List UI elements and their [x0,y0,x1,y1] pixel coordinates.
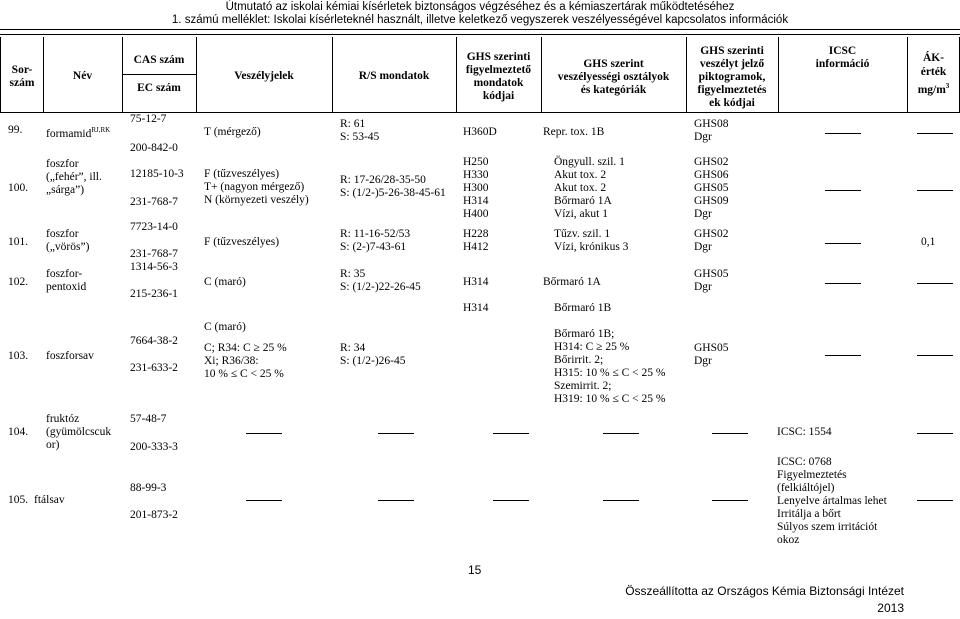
hazard-symbols: F (tűzveszélyes) [204,236,280,248]
col-sorszam-header: Sor- szám [9,64,35,89]
substance-name: formamid$^{RJ,RK}$ [46,126,111,140]
cas-number: 57-48-7 [130,413,167,425]
cas-number: 7723-14-0 [130,221,178,233]
empty-dash [493,500,529,501]
ghs-pictograms: GHS05 Dgr [694,268,729,293]
hazard-classes: Bőrmaró 1B Bőrmaró 1B; H314: C ≥ 25 % Bőrirrit. 2; H315: 10 % ≤ C < 25 % Szemirrit. 2; H319: 10 % ≤ C < 25 % [554,302,666,405]
col-ghs-pikt-header: GHS szerinti veszélyt jelző piktogramok, figyelmeztetés ek kódjai [697,45,767,109]
h-statements: H228 H412 [463,228,489,253]
substance-name: fruktóz (gyümölcscuk or) [46,413,112,451]
col-cas-header: CAS szám [133,54,185,66]
ak-empty [917,355,953,356]
ec-number: 231-768-7 [130,248,178,260]
empty-dash [378,433,414,434]
ak-empty [917,283,953,284]
icsc-empty [825,355,861,356]
icsc-empty [825,133,861,134]
col-nev-header: Név [72,70,93,82]
rs-phrases: R: 61 S: 53-45 [340,118,380,143]
ec-number: 200-842-0 [130,142,178,154]
substance-name: foszforsav [46,350,94,362]
hazard-classes: Tűzv. szil. 1 Vízi, krónikus 3 [554,228,629,253]
ghs-pictograms: GHS08 Dgr [694,118,729,143]
substance-name: foszfor („vörös”) [46,228,90,253]
col-ec-header: EC szám [137,82,181,94]
hazard-classes: Öngyull. szil. 1 Akut tox. 2 Akut tox. 2 Bőrmaró 1A Vízi, akut 1 [554,156,625,220]
row-number: 103. [8,350,29,362]
empty-dash [603,433,639,434]
empty-dash [246,433,282,434]
empty-dash [712,500,748,501]
header-rule-bottom [0,34,960,35]
row-number: 104. [8,426,29,438]
hazard-classes: Bőrmaró 1A [543,276,601,288]
empty-dash [603,500,639,501]
header-border [0,37,1,112]
row-number: 105. [8,494,29,506]
cas-number: 75-12-7 [130,113,167,125]
header-rule-top [0,29,960,30]
ghs-pictograms: GHS02 GHS06 GHS05 GHS09 Dgr [694,156,729,220]
empty-dash [712,433,748,434]
hazard-symbols: C (maró) [204,276,246,288]
col-icsc-header: ICSC információ [815,45,870,70]
cas-number: 88-99-3 [130,482,167,494]
col-ak-header: ÁK- érték $mg/m^3$ [917,52,950,96]
ec-number: 215-236-1 [130,288,178,300]
icsc-empty [825,243,861,244]
hazard-symbols: C (maró) C; R34: C ≥ 25 % Xi; R36/38: 10 % ≤ C < 25 % [204,321,287,380]
rs-phrases: R: 17-26/28-35-50 S: (1/2-)5-26-38-45-61 [340,174,446,199]
ghs-pictograms: GHS02 Dgr [694,228,729,253]
row-number: 102. [8,276,29,288]
icsc-empty [825,190,861,191]
footer: Összeállította az Országos Kémia Biztonsági Intézet 2013 [625,584,904,615]
cas-number: 12185-10-3 [130,168,184,180]
empty-dash [493,433,529,434]
col-ghs-oszt-header: GHS szerint veszélyességi osztályok és kategóriák [557,58,670,96]
hazard-symbols: T (mérgező) [204,126,261,138]
cas-ec-divider [122,74,196,75]
col-veszelyjelek-header: Veszélyjelek [234,70,294,82]
icsc-info: ICSC: 0768 Figyelmeztetés (felkiáltójel) Lenyelve ártalmas lehet Irritálja a bőrt Súlyos szem irritációt okoz [777,456,887,546]
row-number: 99. [8,124,23,136]
ghs-pictograms: GHS05 Dgr [694,342,729,367]
header-line-1: Útmutató az iskolai kémiai kísérletek biztonságos végzéséhez és a kémiaszertárak működtetéséhez [225,1,735,13]
ak-value: 0,1 [921,236,936,248]
icsc-info: ICSC: 1554 [777,426,832,438]
ak-empty [917,433,953,434]
rs-phrases: R: 35 S: (1/2-)22-26-45 [340,268,421,293]
hazard-classes: Repr. tox. 1B [543,126,605,138]
cas-number: 1314-56-3 [130,261,178,273]
hazard-symbols: F (tűzveszélyes) T+ (nagyon mérgező) N (környezeti veszély) [204,168,309,206]
ak-empty [917,190,953,191]
rs-phrases: R: 34 S: (1/2-)26-45 [340,342,406,367]
ec-number: 231-768-7 [130,196,178,208]
col-rs-header: R/S mondatok [358,70,430,82]
ec-number: 200-333-3 [130,441,178,453]
h-statements: H250 H330 H300 H314 H400 [463,156,489,220]
header-line-2: 1. számú melléklet: Iskolai kísérleteknél használt, illetve keletkező vegyszerek veszélyességével kapcsolatos információk [171,14,789,26]
substance-name: ftálsav [34,494,65,506]
h-statements: H314 [463,276,489,288]
ak-empty [917,500,953,501]
substance-name: foszfor („fehér”, ill. „sárga”) [46,158,102,196]
cas-number: 7664-38-2 [130,335,178,347]
empty-dash [246,500,282,501]
row-number: 100. [8,182,29,194]
h-statements: H360D [463,126,497,138]
rs-phrases: R: 11-16-52/53 S: (2-)7-43-61 [340,228,411,253]
ec-number: 201-873-2 [130,509,178,521]
page-number: 15 [468,563,482,577]
icsc-empty [825,283,861,284]
substance-name: foszfor- pentoxid [46,268,87,293]
h-statements: H314 [463,302,489,314]
empty-dash [378,500,414,501]
row-number: 101. [8,236,29,248]
ak-empty [917,133,953,134]
col-ghs-fig-header: GHS szerinti figyelmeztető mondatok kódjai [465,51,532,102]
ec-number: 231-633-2 [130,362,178,374]
